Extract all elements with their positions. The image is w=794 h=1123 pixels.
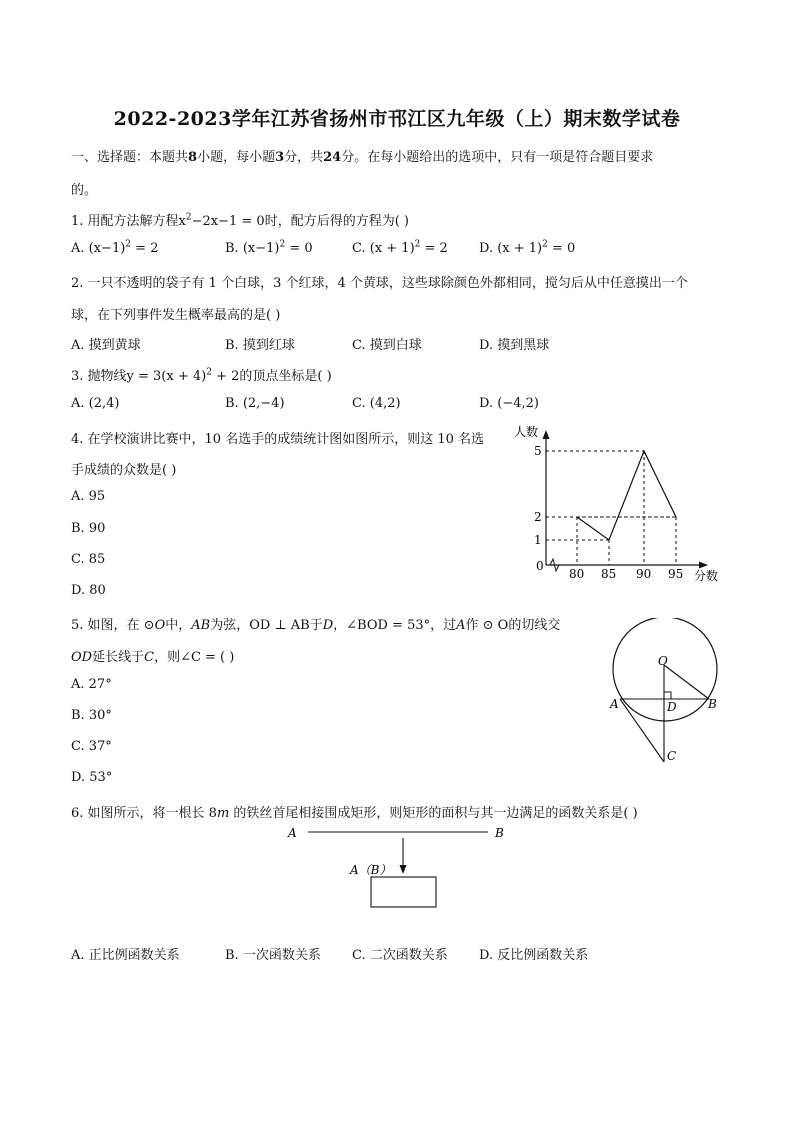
q5-option-a[interactable]: A. 27°	[71, 677, 112, 692]
y-tick-label-5: 5	[534, 444, 542, 458]
q2-option-a[interactable]: A. 摸到黄球	[71, 338, 141, 353]
score-chart	[510, 420, 740, 590]
question-6-stem: 6. 如图所示，将一根长 8m 的铁丝首尾相接围成矩形，则矩形的面积与其一边满足的函数关系是( )	[71, 806, 638, 821]
q6-option-b[interactable]: B. 一次函数关系	[225, 948, 321, 963]
series-line	[577, 451, 676, 540]
q2-option-d[interactable]: D. 摸到黑球	[479, 338, 550, 353]
label-o: O	[658, 654, 668, 668]
q3-option-c[interactable]: C. (4,2)	[352, 396, 401, 411]
label-c: C	[667, 749, 677, 763]
question-4-stem: 4. 在学校演讲比赛中，10 名选手的成绩统计图如图所示，则这 10 名选	[71, 432, 485, 447]
y-tick-label-1: 1	[534, 533, 542, 547]
q4-option-d[interactable]: D. 80	[71, 583, 106, 598]
q4-option-a[interactable]: A. 95	[71, 489, 106, 504]
label-b: B	[708, 697, 717, 711]
down-arrow-icon	[400, 865, 407, 874]
label-b: B	[495, 826, 504, 840]
question-4-stem-line2: 手成绩的众数是( )	[71, 463, 177, 478]
q2-option-b[interactable]: B. 摸到红球	[225, 338, 295, 353]
label-a: A	[610, 697, 619, 711]
question-2-stem: 2. 一只不透明的袋子有 1 个白球，3 个红球，4 个黄球，这些球除颜色外都相同，搅匀后从中任意摸出一个	[71, 276, 688, 291]
x-tick-label-80: 80	[569, 567, 585, 581]
q5-option-b[interactable]: B. 30°	[71, 708, 112, 723]
x-axis-label: 分数	[694, 569, 719, 583]
origin-label: 0	[536, 559, 544, 573]
section-header-line2: 的。	[71, 183, 98, 198]
x-tick-label-85: 85	[601, 567, 617, 581]
rectangle-shape	[371, 877, 436, 907]
q3-option-d[interactable]: D. (−4,2)	[479, 396, 539, 411]
q2-option-c[interactable]: C. 摸到白球	[352, 338, 422, 353]
section-header: 一、选择题：本题共8小题，每小题3分，共24分。在每小题给出的选项中，只有一项是符合题目要求	[71, 150, 654, 165]
question-5-stem-line2: OD延长线于C，则∠C = ( )	[71, 650, 235, 665]
q3-option-a[interactable]: A. (2,4)	[71, 396, 120, 411]
wire-figure	[280, 820, 520, 912]
q6-option-d[interactable]: D. 反比例函数关系	[479, 948, 589, 963]
q4-option-b[interactable]: B. 90	[71, 521, 106, 536]
right-angle-mark	[664, 692, 671, 699]
x-tick-label-95: 95	[668, 567, 684, 581]
q5-option-c[interactable]: C. 37°	[71, 739, 112, 754]
q6-option-a[interactable]: A. 正比例函数关系	[71, 948, 180, 963]
tangent-ac	[620, 699, 664, 762]
question-3-stem: 3. 抛物线$y = 3(x + 4)^2 + 2$的顶点坐标是( )	[71, 367, 332, 384]
x-tick-label-90: 90	[636, 567, 652, 581]
q3-option-b[interactable]: B. (2,−4)	[225, 396, 285, 411]
circle-figure	[600, 618, 730, 778]
label-ab: A（B）	[350, 863, 392, 877]
y-axis-arrow	[543, 430, 550, 439]
q5-option-d[interactable]: D. 53°	[71, 770, 113, 785]
label-d: D	[667, 700, 677, 714]
circle-o	[613, 618, 717, 721]
question-1-stem: 1. 用配方法解方程$x^2-2x-1 = 0$时，配方后得的方程为( )	[71, 212, 409, 229]
question-5-stem: 5. 如图，在 ⊙O中，AB为弦，OD ⊥ AB于D，∠BOD = 53°，过A作 ⊙ O的切线交	[71, 618, 561, 633]
q1-option-c[interactable]: C. $(x + 1)^2 = 2$	[352, 239, 448, 256]
q1-option-a[interactable]: A. $(x-1)^2 = 2$	[71, 239, 159, 256]
label-a: A	[288, 826, 297, 840]
y-tick-label-2: 2	[534, 510, 542, 524]
x-axis-arrow	[699, 562, 708, 569]
q1-option-d[interactable]: D. $(x + 1)^2 = 0$	[479, 239, 576, 256]
page-title: 2022-2023学年江苏省扬州市邗江区九年级（上）期末数学试卷	[113, 108, 681, 130]
y-axis-label: 人数	[514, 425, 539, 439]
q4-option-c[interactable]: C. 85	[71, 552, 106, 567]
q1-option-b[interactable]: B. $(x-1)^2 = 0$	[225, 239, 313, 256]
q6-option-c[interactable]: C. 二次函数关系	[352, 948, 448, 963]
question-2-stem-line2: 球，在下列事件发生概率最高的是( )	[71, 308, 281, 323]
